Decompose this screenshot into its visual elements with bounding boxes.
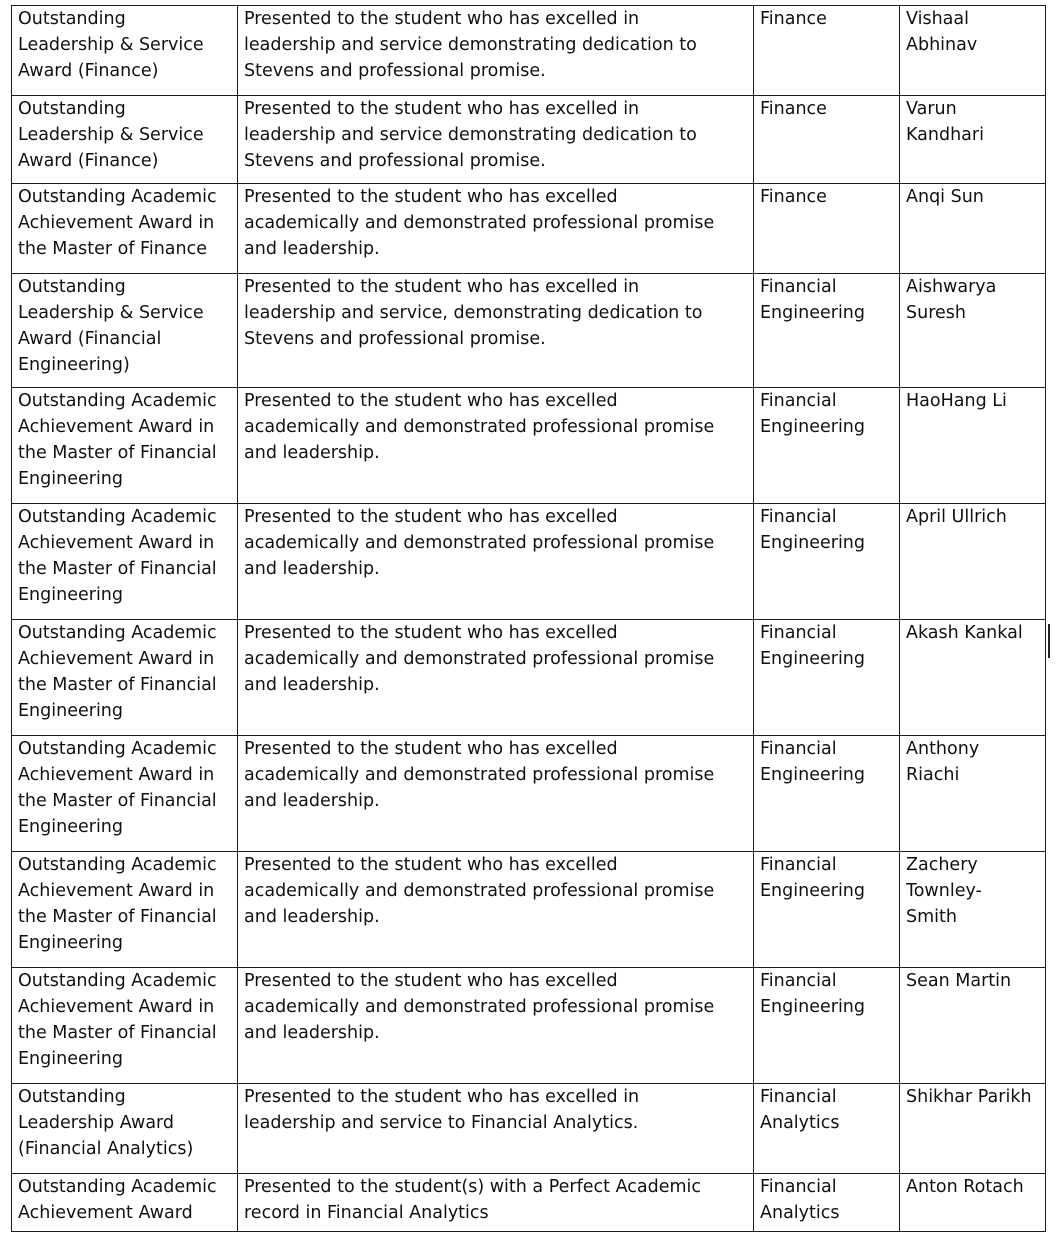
recipient-name: Vishaal Abhinav <box>906 9 978 55</box>
program-cell <box>754 1174 900 1232</box>
award-name-cell <box>12 736 238 852</box>
program-name: Financial Engineering <box>760 277 865 323</box>
program-cell <box>754 736 900 852</box>
award-description: Presented to the student who has excelled academically and demonstrated professional promise and leadership. <box>244 855 715 927</box>
program-name: Finance <box>760 187 827 207</box>
award-name: Outstanding Academic Achievement Award <box>18 1177 217 1223</box>
recipient-cell <box>900 96 1046 184</box>
program-cell <box>754 1084 900 1174</box>
award-name-cell <box>12 388 238 504</box>
awards-table <box>11 5 1046 1232</box>
award-description: Presented to the student who has excelled academically and demonstrated professional promise and leadership. <box>244 739 715 811</box>
recipient-cell <box>900 6 1046 96</box>
award-description-cell <box>238 274 754 388</box>
award-name-cell <box>12 1174 238 1232</box>
table-row <box>12 274 1046 388</box>
program-cell <box>754 388 900 504</box>
recipient-name: Varun Kandhari <box>906 99 984 145</box>
program-cell <box>754 274 900 388</box>
award-name: Outstanding Academic Achievement Award in the Master of Financial Engineering <box>18 391 217 489</box>
award-description-cell <box>238 620 754 736</box>
recipient-cell <box>900 736 1046 852</box>
award-description-cell <box>238 736 754 852</box>
award-description-cell <box>238 184 754 274</box>
recipient-name: Anthony Riachi <box>906 739 980 785</box>
recipient-cell <box>900 504 1046 620</box>
award-description: Presented to the student(s) with a Perfect Academic record in Financial Analytics <box>244 1177 701 1223</box>
award-description-cell <box>238 1084 754 1174</box>
award-description: Presented to the student who has excelled academically and demonstrated professional promise and leadership. <box>244 391 715 463</box>
program-name: Financial Engineering <box>760 623 865 669</box>
award-description-cell <box>238 504 754 620</box>
award-description: Presented to the student who has excelled academically and demonstrated professional promise and leadership. <box>244 187 715 259</box>
award-name: Outstanding Academic Achievement Award in the Master of Financial Engineering <box>18 507 217 605</box>
recipient-cell <box>900 620 1046 736</box>
award-description-cell <box>238 388 754 504</box>
recipient-cell <box>900 274 1046 388</box>
program-cell <box>754 184 900 274</box>
recipient-name: Zachery Townley- Smith <box>906 855 982 927</box>
program-name: Financial Engineering <box>760 391 865 437</box>
program-name: Financial Engineering <box>760 971 865 1017</box>
recipient-cell <box>900 1084 1046 1174</box>
award-name: Outstanding Academic Achievement Award in the Master of Financial Engineering <box>18 971 217 1069</box>
recipient-cell <box>900 1174 1046 1232</box>
award-name-cell <box>12 852 238 968</box>
text-cursor <box>1048 624 1050 658</box>
award-name: Outstanding Academic Achievement Award in the Master of Financial Engineering <box>18 623 217 721</box>
award-description-cell <box>238 1174 754 1232</box>
program-cell <box>754 968 900 1084</box>
award-name: Outstanding Academic Achievement Award in the Master of Financial Engineering <box>18 739 217 837</box>
recipient-cell <box>900 968 1046 1084</box>
program-cell <box>754 6 900 96</box>
program-name: Finance <box>760 9 827 29</box>
table-row <box>12 968 1046 1084</box>
award-name: Outstanding Academic Achievement Award in the Master of Financial Engineering <box>18 855 217 953</box>
awards-table-body <box>12 6 1046 1232</box>
recipient-name: Anqi Sun <box>906 187 984 207</box>
award-name-cell <box>12 1084 238 1174</box>
award-name: Outstanding Academic Achievement Award in the Master of Finance <box>18 187 217 259</box>
recipient-name: Aishwarya Suresh <box>906 277 997 323</box>
award-description: Presented to the student who has excelled in leadership and service, demonstrating dedication to Stevens and professional promise. <box>244 277 703 349</box>
program-name: Financial Engineering <box>760 739 865 785</box>
recipient-name: HaoHang Li <box>906 391 1007 411</box>
table-row <box>12 620 1046 736</box>
recipient-name: Shikhar Parikh <box>906 1087 1032 1107</box>
recipient-name: April Ullrich <box>906 507 1007 527</box>
recipient-cell <box>900 388 1046 504</box>
table-row <box>12 736 1046 852</box>
award-name: Outstanding Leadership & Service Award (Financial Engineering) <box>18 277 204 375</box>
award-name: Outstanding Leadership Award (Financial Analytics) <box>18 1087 194 1159</box>
award-description: Presented to the student who has excelled in leadership and service to Financial Analytics. <box>244 1087 640 1133</box>
program-name: Financial Engineering <box>760 507 865 553</box>
award-description-cell <box>238 6 754 96</box>
award-description: Presented to the student who has excelled in leadership and service demonstrating dedication to Stevens and professional promise. <box>244 9 697 81</box>
table-row <box>12 852 1046 968</box>
award-name-cell <box>12 6 238 96</box>
recipient-name: Sean Martin <box>906 971 1012 991</box>
program-name: Financial Engineering <box>760 855 865 901</box>
award-name-cell <box>12 620 238 736</box>
award-description: Presented to the student who has excelled academically and demonstrated professional promise and leadership. <box>244 623 715 695</box>
table-row <box>12 96 1046 184</box>
award-description: Presented to the student who has excelled in leadership and service demonstrating dedication to Stevens and professional promise. <box>244 99 697 171</box>
award-description: Presented to the student who has excelled academically and demonstrated professional promise and leadership. <box>244 507 715 579</box>
recipient-name: Anton Rotach <box>906 1177 1024 1197</box>
award-description-cell <box>238 96 754 184</box>
award-description: Presented to the student who has excelled academically and demonstrated professional promise and leadership. <box>244 971 715 1043</box>
program-name: Finance <box>760 99 827 119</box>
program-name: Financial Analytics <box>760 1177 840 1223</box>
award-name: Outstanding Leadership & Service Award (Finance) <box>18 9 204 81</box>
award-name-cell <box>12 504 238 620</box>
recipient-cell <box>900 184 1046 274</box>
program-name: Financial Analytics <box>760 1087 840 1133</box>
award-description-cell <box>238 968 754 1084</box>
program-cell <box>754 504 900 620</box>
recipient-cell <box>900 852 1046 968</box>
table-row <box>12 184 1046 274</box>
program-cell <box>754 96 900 184</box>
program-cell <box>754 620 900 736</box>
table-row <box>12 1084 1046 1174</box>
award-description-cell <box>238 852 754 968</box>
award-name-cell <box>12 96 238 184</box>
table-row <box>12 388 1046 504</box>
award-name-cell <box>12 184 238 274</box>
table-row <box>12 6 1046 96</box>
recipient-name: Akash Kankal <box>906 623 1023 643</box>
program-cell <box>754 852 900 968</box>
award-name-cell <box>12 274 238 388</box>
table-row <box>12 504 1046 620</box>
award-name-cell <box>12 968 238 1084</box>
award-name: Outstanding Leadership & Service Award (Finance) <box>18 99 204 171</box>
table-row <box>12 1174 1046 1232</box>
